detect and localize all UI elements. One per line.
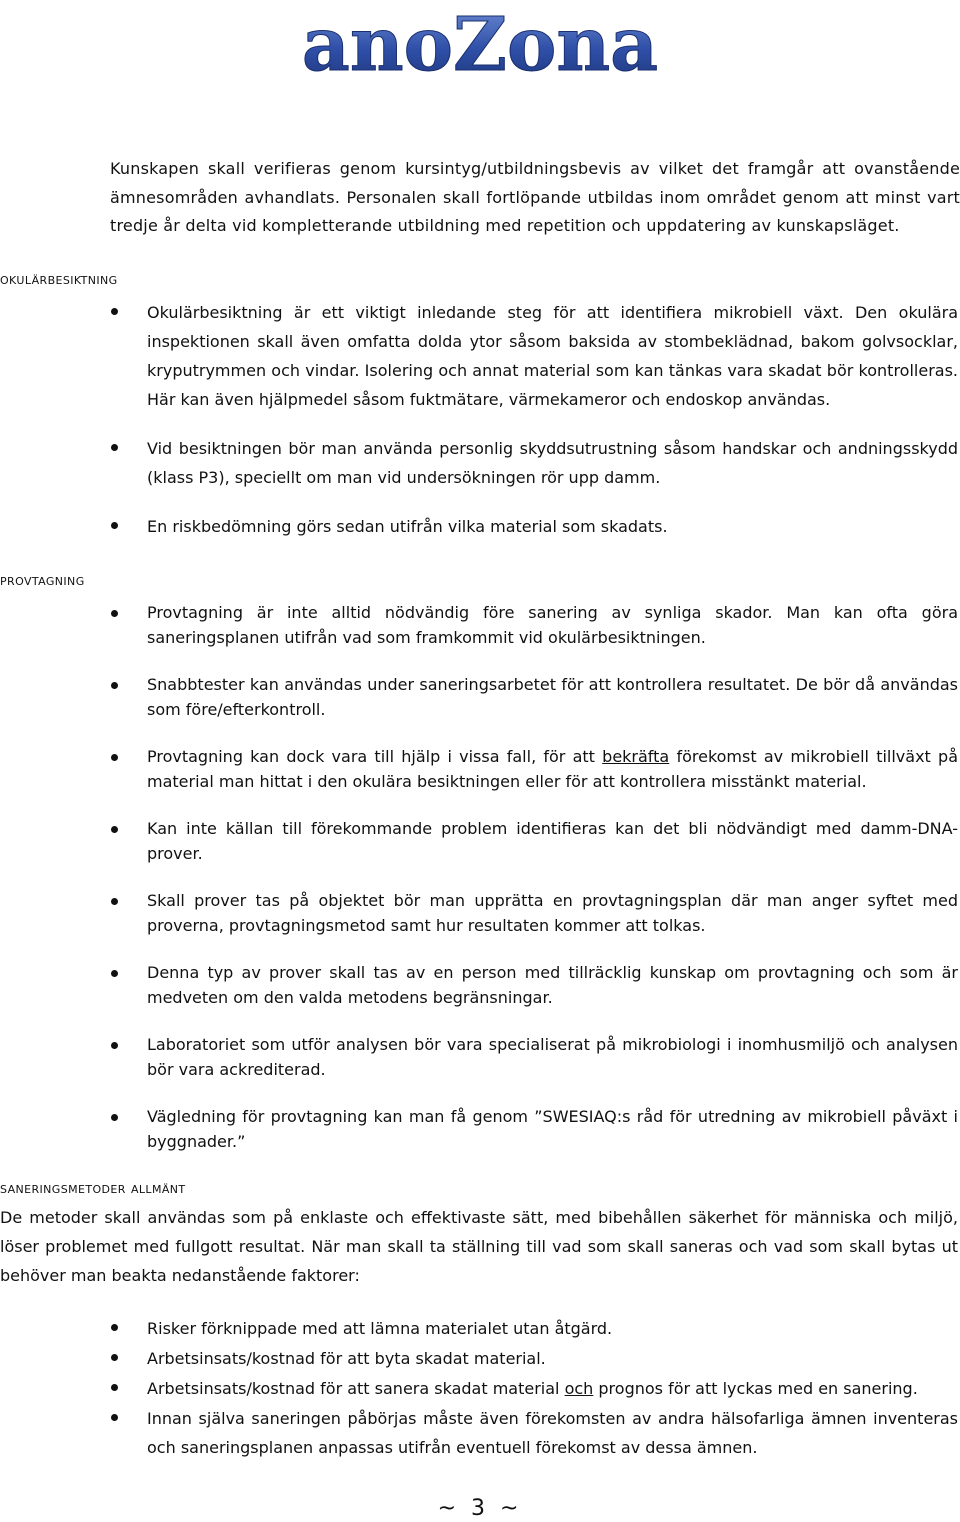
list-item: Vägledning för provtagning kan man få genom ”SWESIAQ:s råd för utredning av mikrobiell påväxt i byggnader.” bbox=[0, 1104, 960, 1154]
list-item: Snabbtester kan användas under saneringsarbetet för att kontrollera resultatet. De bör då användas som före/efterkontroll. bbox=[0, 672, 960, 722]
section-paragraph: De metoder skall användas som på enklaste och effektivaste sätt, med bibehållen säkerhet för människa och miljö, löser problemet med fullgott resultat. När man skall ta ställning till vad som skall saneras och vad som skall bytas ut behöver man beakta nedanstående faktorer: bbox=[0, 1208, 958, 1285]
list-saneringsfaktorer bbox=[0, 1314, 960, 1462]
underlined-word: bekräfta bbox=[602, 747, 670, 766]
list-item: Innan själva saneringen påbörjas måste även förekomsten av andra hälsofarliga ämnen inventeras och saneringsplanen anpassas utifrån eventuell förekomst av dessa ämnen. bbox=[0, 1404, 960, 1462]
underlined-word: och bbox=[564, 1379, 594, 1398]
heading-saneringsmetoder: saneringsmetoder allmänt bbox=[0, 1179, 186, 1197]
list-item: Vid besiktningen bör man använda personlig skyddsutrustning såsom handskar och andningsskydd (klass P3), speciellt om man vid undersökningen rör upp damm. bbox=[0, 434, 960, 492]
logo-graphic bbox=[280, 0, 680, 95]
logo-text: anoZona bbox=[301, 2, 659, 88]
list-item: Arbetsinsats/kostnad för att sanera skadat material och prognos för att lyckas med en sanering. bbox=[0, 1374, 960, 1403]
list-item: Risker förknippade med att lämna materialet utan åtgärd. bbox=[0, 1314, 960, 1343]
list-item: Provtagning kan dock vara till hjälp i vissa fall, för att bekräfta förekomst av mikrobiell tillväxt på material man hittat i den okulära besiktningen eller för att kontrollera misstänkt material. bbox=[0, 744, 960, 794]
list-item: En riskbedömning görs sedan utifrån vilka material som skadats. bbox=[0, 512, 960, 541]
heading-provtagning: provtagning bbox=[0, 571, 85, 589]
list-item: Denna typ av prover skall tas av en person med tillräcklig kunskap om provtagning och som är medveten om den valda metodens begränsningar. bbox=[0, 960, 960, 1010]
list-item: Arbetsinsats/kostnad för att byta skadat material. bbox=[0, 1344, 960, 1373]
list-provtagning bbox=[0, 600, 960, 1154]
list-item: Skall prover tas på objektet bör man upprätta en provtagningsplan där man anger syftet med proverna, provtagningsmetod samt hur resultaten kommer att tolkas. bbox=[0, 888, 960, 938]
list-item: Okulärbesiktning är ett viktigt inledande steg för att identifiera mikrobiell växt. Den okulära inspektionen skall även omfatta dolda ytor såsom baksida av stombeklädnad, bakom golvsocklar, kryputrymmen och vindar. Isolering och annat material som kan tänkas vara skadat bör kontrolleras. Här kan även hjälpmedel såsom fuktmätare, värmekameror och endoskop användas. bbox=[0, 298, 960, 414]
list-item: Laboratoriet som utför analysen bör vara specialiserat på mikrobiologi i inomhusmiljö och analysen bör vara ackrediterad. bbox=[0, 1032, 960, 1082]
logo bbox=[0, 0, 960, 95]
list-okularbesiktning bbox=[0, 298, 960, 541]
page-number: ~ 3 ~ bbox=[437, 1496, 523, 1521]
list-item: Provtagning är inte alltid nödvändig före sanering av synliga skador. Man kan ofta göra saneringsplanen utifrån vad som framkommit vid okulärbesiktningen. bbox=[0, 600, 960, 650]
intro-paragraph: Kunskapen skall verifieras genom kursintyg/utbildningsbevis av vilket det framgår att ovanstående ämnesområden avhandlats. Personalen skall fortlöpande utbildas inom området genom att minst vart tredje år delta vid kompletterande utbildning med repetition och uppdatering av kunskapsläget. bbox=[110, 159, 960, 235]
heading-okularbesiktning: okulärbesiktning bbox=[0, 270, 118, 288]
list-item: Kan inte källan till förekommande problem identifieras kan det bli nödvändigt med damm-DNA-prover. bbox=[0, 816, 960, 866]
